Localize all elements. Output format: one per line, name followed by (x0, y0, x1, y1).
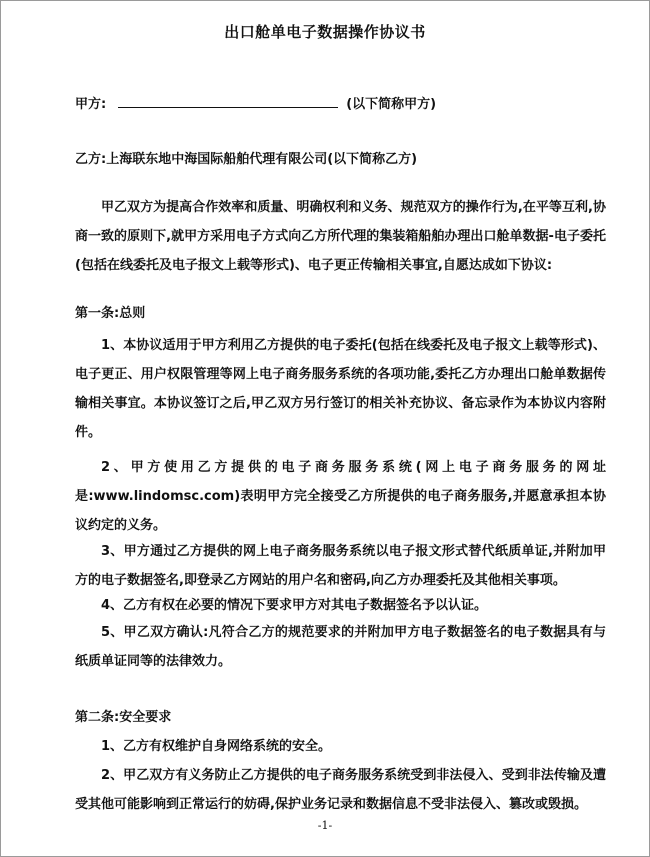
section-1-clause-5: 5、甲乙双方确认:凡符合乙方的规范要求的并附加甲方电子数据签名的电子数据具有与纸质单证同等的法律效力。 (75, 625, 606, 669)
party-a-blank-field (118, 94, 338, 108)
section-2-clause-2: 2、甲乙双方有义务防止乙方提供的电子商务服务系统受到非法侵入、受到非法传输及遭受其他可能影响到正常运行的妨碍,保护业务记录和数据信息不受非法侵入、篡改或毁损。 (75, 768, 606, 812)
document-title: 出口舱单电子数据操作协议书 (224, 23, 426, 41)
page-number: -1- (317, 819, 333, 832)
party-a-note: (以下简称甲方) (346, 97, 437, 112)
intro-paragraph: 甲乙双方为提高合作效率和质量、明确权利和义务、规范双方的操作行为,在平等互利,协商一致的原则下,就甲方采用电子方式向乙方所代理的集装箱船舶办理出口舱单数据-电子委托(包括在线委托及电子报文上载等形式)、电子更正传输相关事宜,自愿达成如下协议: (75, 200, 606, 273)
section-1-title: 第一条:总则 (75, 306, 146, 321)
section-1-clause-3: 3、甲方通过乙方提供的网上电子商务服务系统以电子报文形式替代纸质单证,并附加甲方的电子数据签名,即登录乙方网站的用户名和密码,向乙方办理委托及其他相关事项。 (75, 544, 606, 588)
party-a-line (75, 94, 605, 114)
section-1-clause-1: 1、本协议适用于甲方利用乙方提供的电子委托(包括在线委托及电子报文上载等形式)、电子更正、用户权限管理等网上电子商务服务系统的各项功能,委托乙方办理出口舱单数据传输相关事宜。本协议签订之后,甲乙双方另行签订的相关补充协议、备忘录作为本协议内容附件。 (75, 338, 606, 440)
section-2-clause-1: 1、乙方有权维护自身网络系统的安全。 (101, 739, 332, 754)
section-1-clause-2: 2、甲方使用乙方提供的电子商务服务系统(网上电子商务服务的网址是:www.lindomsc.com)表明甲方完全接受乙方所提供的电子商务服务,并愿意承担本协议约定的义务。 (75, 460, 606, 533)
section-2-title: 第二条:安全要求 (75, 710, 172, 725)
section-1-clause-4: 4、乙方有权在必要的情况下要求甲方对其电子数据签名予以认证。 (101, 598, 488, 613)
party-a-label: 甲方: (75, 97, 107, 112)
party-b-line: 乙方:上海联东地中海国际船舶代理有限公司(以下简称乙方) (75, 152, 418, 167)
